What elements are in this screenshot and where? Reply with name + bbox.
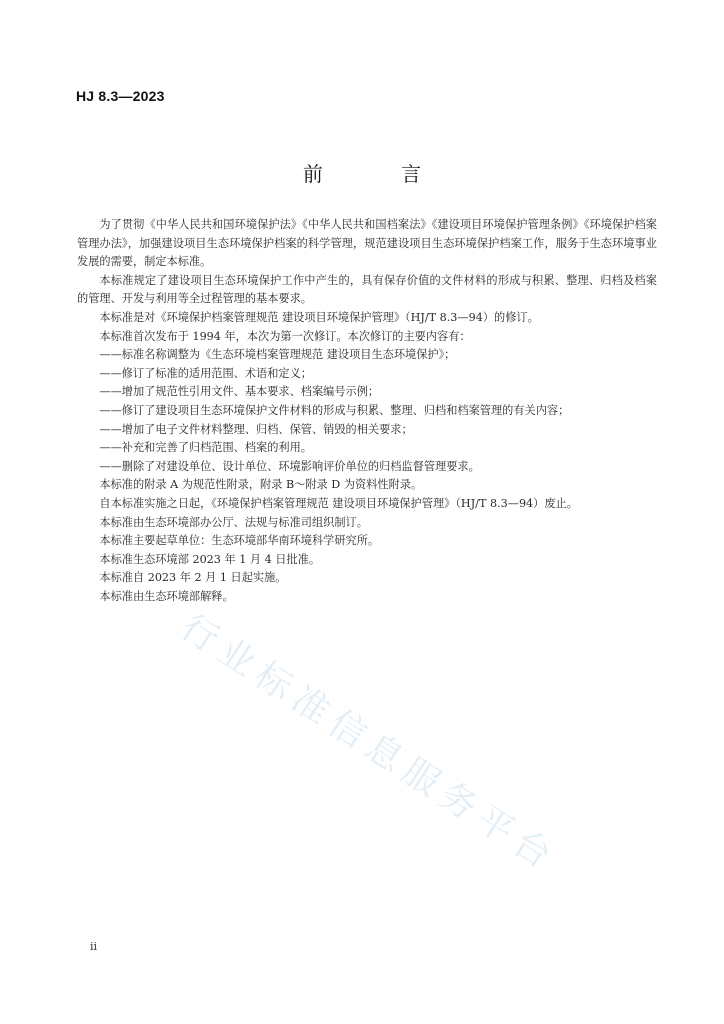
paragraph: 本标准首次发布于 1994 年，本次为第一次修订。本次修订的主要内容有： — [99, 329, 471, 343]
paragraph: 自本标准实施之日起，《环境保护档案管理规范 建设项目环境保护管理》（HJ/T 8.3—94）废止。 — [99, 496, 578, 510]
paragraph: 本标准是对《环境保护档案管理规范 建设项目环境保护管理》（HJ/T 8.3—94）的修订。 — [99, 310, 539, 324]
paragraph: 为了贯彻《中华人民共和国环境保护法》《中华人民共和国档案法》《建设项目环境保护管理条例》《环境保护档案管理办法》，加强建设项目生态环境保护档案的科学管理，规范建设项目生态环境保护档案工作，服务于生态环境事业发展的需要，制定本标准。 — [77, 218, 657, 269]
revision-item: ——补充和完善了归档范围、档案的利用。 — [99, 441, 312, 455]
standard-code: HJ 8.3—2023 — [76, 88, 165, 104]
paragraph: 本标准自 2023 年 2 月 1 日起实施。 — [99, 571, 287, 585]
revision-item: ——修订了建设项目生态环境保护文件材料的形成与积累、整理、归档和档案管理的有关内容； — [99, 403, 570, 417]
watermark: 行业标准信息服务平台 — [173, 606, 565, 881]
paragraph: 本标准主要起草单位：生态环境部华南环境科学研究所。 — [99, 534, 380, 548]
paragraph: 本标准由生态环境部解释。 — [99, 589, 234, 603]
paragraph: 本标准规定了建设项目生态环境保护工作中产生的，具有保存价值的文件材料的形成与积累、整理、归档及档案的管理、开发与利用等全过程管理的基本要求。 — [77, 273, 657, 306]
revision-item: ——修订了标准的适用范围、术语和定义； — [99, 366, 312, 380]
revision-item: ——增加了电子文件材料整理、归档、保管、销毁的相关要求； — [99, 422, 413, 436]
foreword-body — [77, 216, 657, 606]
paragraph: 本标准由生态环境部办公厅、法规与标准司组织制订。 — [99, 515, 368, 529]
revision-item: ——标准名称调整为《生态环境档案管理规范 建设项目生态环境保护》； — [99, 348, 456, 362]
section-title: 前 言 — [302, 162, 458, 186]
paragraph: 本标准生态环境部 2023 年 1 月 4 日批准。 — [99, 552, 321, 566]
revision-item: ——删除了对建设单位、设计单位、环境影响评价单位的归档监督管理要求。 — [99, 459, 480, 473]
revision-item: ——增加了规范性引用文件、基本要求、档案编号示例； — [99, 385, 380, 399]
paragraph: 本标准的附录 A 为规范性附录，附录 B～附录 D 为资料性附录。 — [99, 478, 423, 492]
page-number: ii — [90, 940, 98, 953]
